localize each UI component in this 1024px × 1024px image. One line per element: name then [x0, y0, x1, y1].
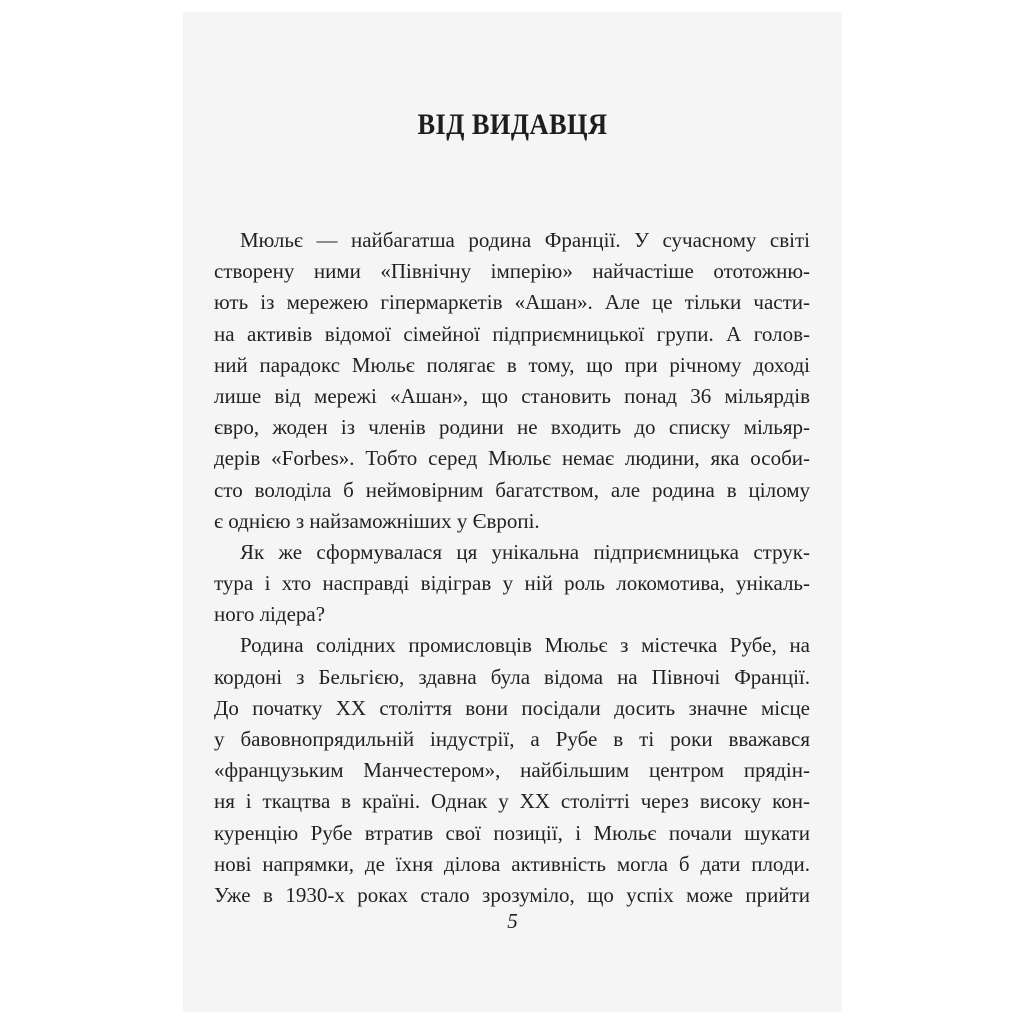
text-line: ного лідера? — [214, 602, 326, 627]
text-line: дерів «Forbes». Тобто серед Мюльє немає людини, яка особи- — [214, 446, 810, 471]
text-line: тура і хто насправді відіграв у ній роль локомотива, унікаль- — [214, 571, 810, 596]
text-line: Мюльє — найбагатша родина Франції. У сучасному світі — [240, 228, 810, 252]
text-line: у бавовнопрядильній індустрії, а Рубе в ті роки вважався — [214, 727, 810, 751]
text-line: До початку XX століття вони посідали досить значне місце — [214, 695, 810, 720]
page-title: ВІД ВИДАВЦЯ — [417, 108, 608, 141]
text-line: «французьким Манчестером», найбільшим центром прядін- — [214, 758, 810, 783]
text-line: Родина солідних промисловців Мюльє з містечка Рубе, на — [240, 633, 810, 658]
book-page — [183, 12, 842, 1012]
text-line: куренцію Рубе втратив свої позиції, і Мюльє почали шукати — [214, 820, 810, 845]
text-line: нові напрямки, де їхня ділова активність могла б дати плоди. — [214, 851, 810, 876]
page-number: 5 — [507, 909, 518, 933]
text-line: ють із мережею гіпермаркетів «Ашан». Але це тільки части- — [214, 290, 810, 315]
text-line: лише від мережі «Ашан», що становить понад 36 мільярдів — [214, 383, 810, 408]
text-line: сто володіла б неймовірним багатством, але родина в цілому — [214, 477, 810, 502]
text-line: створену ними «Північну імперію» найчастіше ототожню- — [214, 259, 810, 284]
text-line: кордоні з Бельгією, здавна була відома на Півночі Франції. — [214, 664, 810, 689]
text-line: євро, жоден із членів родини не входить до списку мільяр- — [214, 415, 810, 440]
text-line: на активів відомої сімейної підприємницької групи. А голов- — [214, 321, 810, 346]
text-line: є однією з найзаможніших у Європі. — [214, 508, 540, 533]
text-line: Уже в 1930-х роках стало зрозуміло, що успіх може прийти — [214, 882, 810, 907]
text-line: ня і ткацтва в країні. Однак у XX столітті через високу кон- — [214, 789, 810, 814]
text-line: Як же сформувалася ця унікальна підприємницька струк- — [240, 539, 810, 564]
body-text — [214, 225, 810, 911]
text-line: ний парадокс Мюльє полягає в тому, що при річному доході — [214, 352, 810, 377]
